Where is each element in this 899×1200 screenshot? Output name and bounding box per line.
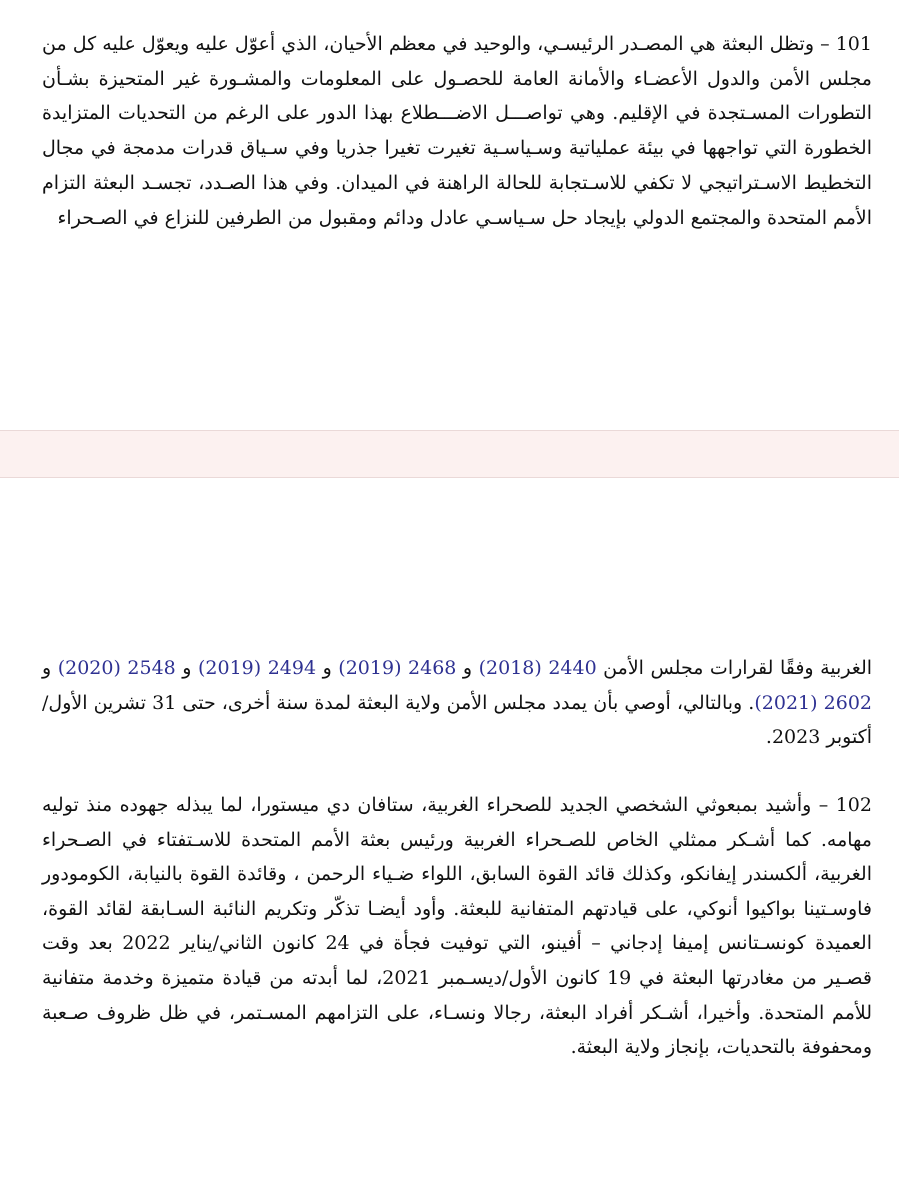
resolution-link-2602[interactable]: 2602 (2021) <box>754 691 872 714</box>
paragraph-number: 102 <box>835 794 872 816</box>
paragraph-dash: – <box>811 794 836 816</box>
paragraph-text: وتظل البعثة هي المصـدر الرئيسـي، والوحيد في معظم الأحيان، الذي أعوّل عليه ويعوّل عليه كل من مجلس الأمن والدول الأعضـاء والأمانة العامة للحصـول على المعلومات والمشـورة غير المتحيزة بشـأن التطورات المسـتجدة في الإقليم. وهي تواصـــل الاضـــطلاع بهذا الدور على الرغم من التحديات المتزايدة الخطورة التي تواجهها في بيئة عملياتية وسـياسـية تغيرت تغيرا جذريا وفي سـياق قدرات مدمجة في مجال التخطيط الاسـتراتيجي لا تكفي للاسـتجابة للحالة الراهنة في الميدان. وفي هذا الصـدد، تجسـد البعثة التزام الأمم المتحدة والمجتمع الدولي بإيجاد حل سـياسـي عادل ودائم ومقبول من الطرفين للنزاع في الصـحراء <box>42 33 872 229</box>
document-page-top <box>0 0 899 430</box>
paragraph-102 <box>42 788 872 1065</box>
conjunction: و <box>42 657 58 679</box>
resolution-link-2494[interactable]: 2494 (2019) <box>198 657 317 679</box>
page-separator <box>0 430 899 478</box>
resolution-link-2468[interactable]: 2468 (2019) <box>338 657 457 679</box>
document-page-bottom <box>0 478 899 1200</box>
resolution-link-2440[interactable]: 2440 (2018) <box>478 657 597 679</box>
paragraph-101 <box>42 27 872 235</box>
continuation-text-start: الغربية وفقًا لقرارات مجلس الأمن <box>596 657 873 679</box>
continuation-text-end: . وبالتالي، أوصي بأن يمدد مجلس الأمن ولاية البعثة لمدة سنة أخرى، حتى 31 تشرين الأول/أكتوبر 2023. <box>42 691 872 749</box>
resolution-link-2548[interactable]: 2548 (2020) <box>57 657 176 679</box>
paragraph-number: 101 <box>835 33 872 55</box>
paragraph-dash: – <box>814 33 836 55</box>
paragraph-continuation <box>42 651 872 755</box>
conjunction: و <box>175 657 198 679</box>
paragraph-text: وأشيد بمبعوثي الشخصي الجديد للصحراء الغربية، ستافان دي ميستورا، لما يبذله جهوده منذ توليه مهامه. كما أشـكر ممثلي الخاص للصـحراء الغربية ورئيس بعثة الأمم المتحدة للاسـتفتاء في الصـحراء الغربية، ألكسندر إيفانكو، وكذلك قائد القوة السابق، اللواء ضـياء الرحمن ، وقائدة القوة بالنيابة، الكومودور فاوسـتينا بواكيوا أنوكي، على قيادتهم المتفانية للبعثة. وأود أيضـا تذكّر وتكريم النائبة السـابقة لقائد القوة، العميدة كونسـتانس إميفا إدجاني – أفينو، التي توفيت فجأة في 24 كانون الثاني/يناير 2022 بعد وقت قصـير من مغادرتها البعثة في 19 كانون الأول/ديسـمبر 2021، لما أبدته من قيادة متميزة وخدمة متفانية للأمم المتحدة. وأخيرا، أشـكر أفراد البعثة، رجالا ونسـاء، على التزامهم المسـتمر، في ظل ظروف صـعبة ومحفوفة بالتحديات، بإنجاز ولاية البعثة. <box>42 794 872 1059</box>
conjunction: و <box>456 657 479 679</box>
conjunction: و <box>316 657 339 679</box>
